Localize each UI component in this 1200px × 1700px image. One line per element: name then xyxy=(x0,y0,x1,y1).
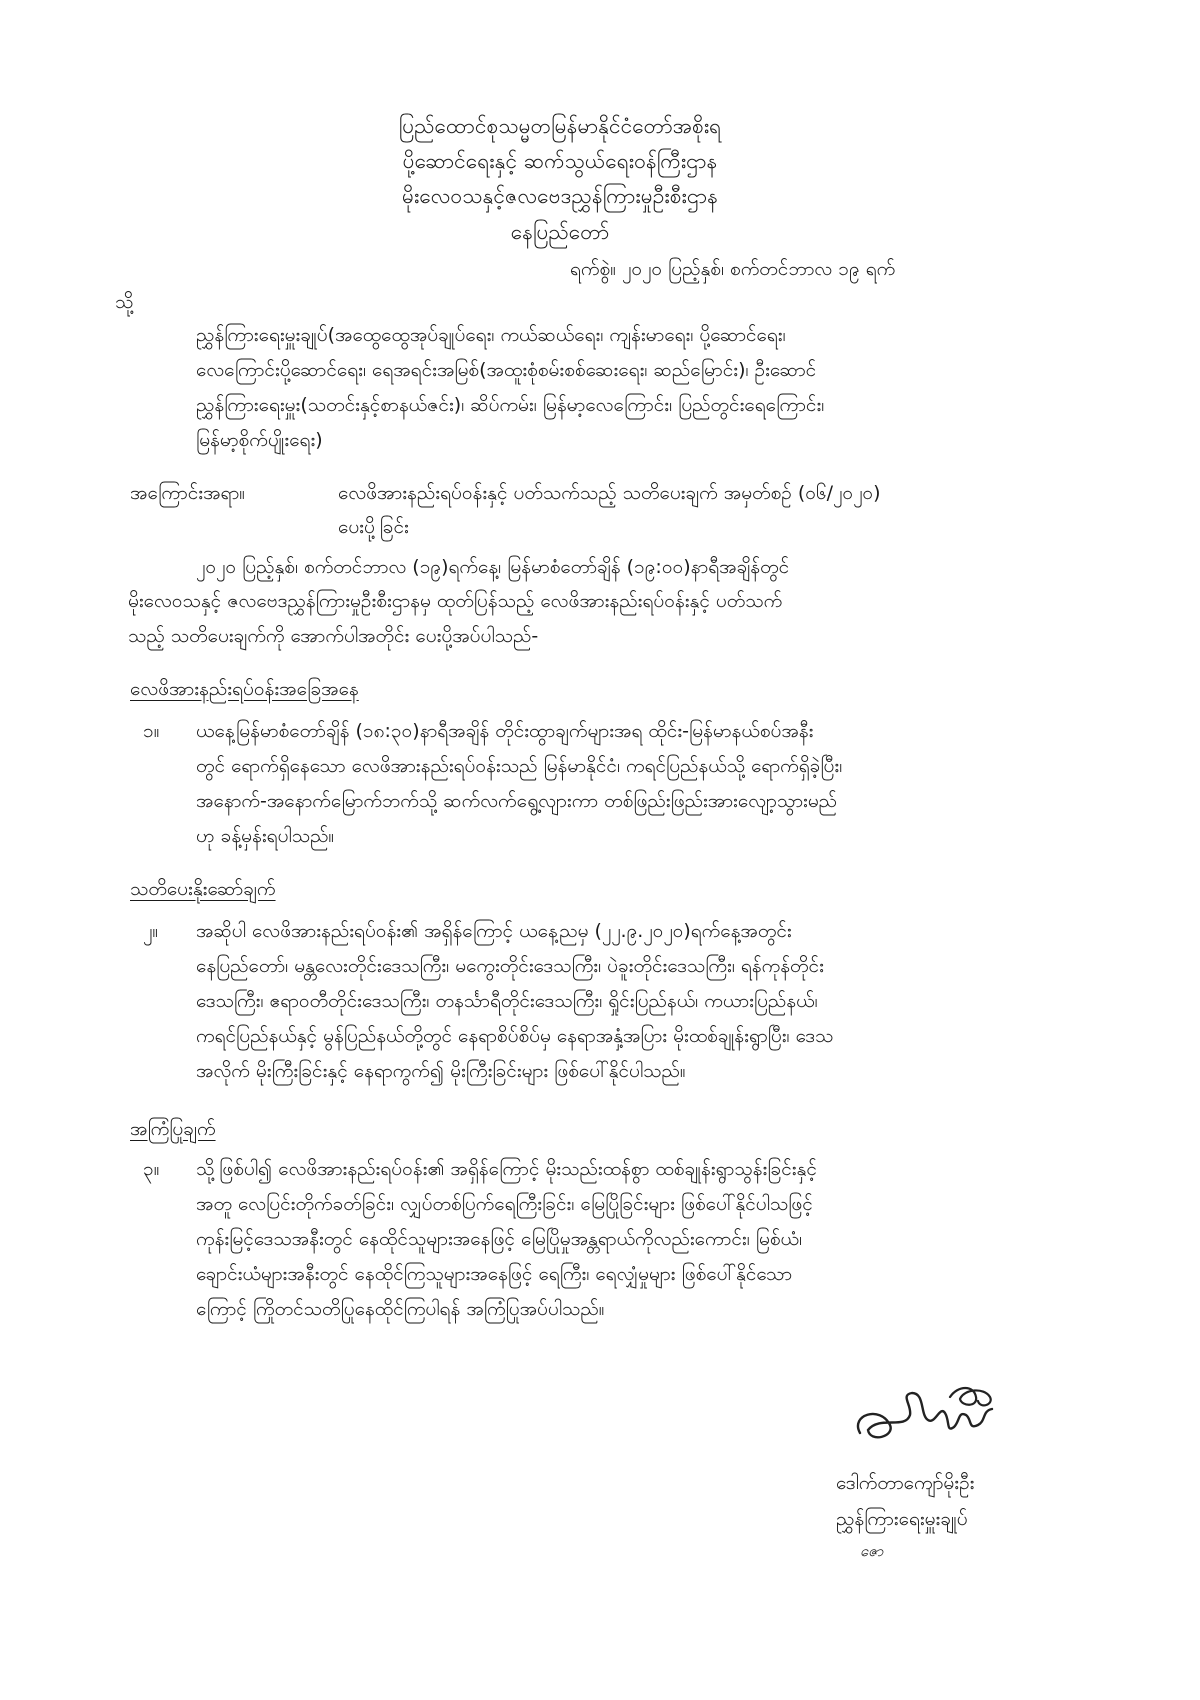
section-line: ကြောင့် ကြိုတင်သတိပြုနေထိုင်ကြပါရန် အကြံပြုအပ်ပါသည်။ xyxy=(196,1298,605,1320)
signature-initial: ဇော xyxy=(860,1542,884,1560)
recipient-line: ညွှန်ကြားရေးမှူးချုပ်(အထွေထွေအုပ်ချုပ်ရေး၊ ကယ်ဆယ်ရေး၊ ကျန်းမာရေး၊ ပို့ဆောင်ရေး၊ xyxy=(196,324,786,346)
section-line: ဒေသကြီး၊ ဧရာဝတီတိုင်းဒေသကြီး၊ တနင်္သာရီတိုင်းဒေသကြီး၊ ရှိုင်းပြည်နယ်၊ ကယားပြည်နယ်၊ xyxy=(196,990,818,1012)
section-line: တွင် ရောက်ရှိနေသော လေဖိအားနည်းရပ်ဝန်းသည် မြန်မာနိုင်ငံ၊ ကရင်ပြည်နယ်သို့ ရောက်ရှိခဲ့ပြီး၊ xyxy=(196,755,843,777)
signatory-title: ညွှန်ကြားရေးမှူးချုပ် xyxy=(836,1508,968,1530)
recipient-line: မြန်မာ့စိုက်ပျိုးရေး) xyxy=(196,429,323,451)
section-line: သို့ဖြစ်ပါ၍ လေဖိအားနည်းရပ်ဝန်း၏ အရှိန်ကြောင့် မိုးသည်းထန်စွာ ထစ်ချုန်းရွာသွန်းခြင်းနှင့် xyxy=(196,1158,817,1180)
section-line: အဆိုပါ လေဖိအားနည်းရပ်ဝန်း၏ အရှိန်ကြောင့် ယနေ့ညမှ (၂၂.၉.၂၀၂၀)ရက်နေ့အတွင်း xyxy=(196,920,792,942)
intro-line: သည့် သတိပေးချက်ကို အောက်ပါအတိုင်း ပေးပို့အပ်ပါသည်- xyxy=(128,625,539,647)
section-number: ၂။ xyxy=(143,920,159,942)
government-name: ပြည်ထောင်စုသမ္မတမြန်မာနိုင်ငံတော်အစိုးရ xyxy=(398,114,722,138)
section-number: ၃။ xyxy=(143,1158,160,1180)
section-line: ကရင်ပြည်နယ်နှင့် မွန်ပြည်နယ်တို့တွင် နေရာစိပ်စိပ်မှ နေရာအနှံ့အပြား မိုးထစ်ချုန်းရွာပြီး၊ ဒေသ xyxy=(196,1025,834,1047)
to-label: သို့ xyxy=(115,291,134,313)
subject-line: လေဖိအားနည်းရပ်ဝန်းနှင့် ပတ်သက်သည့် သတိပေးချက် အမှတ်စဉ် (၀၆/၂၀၂၀) xyxy=(338,482,881,504)
section-line: ဟု ခန့်မှန်းရပါသည်။ xyxy=(196,825,335,847)
handwritten-signature xyxy=(850,1375,1010,1455)
section-heading: အကြံပြုချက် xyxy=(130,1118,216,1140)
recipient-line: ညွှန်ကြားရေးမှူး(သတင်းနှင့်စာနယ်ဇင်း)၊ ဆိပ်ကမ်း၊ မြန်မာ့လေကြောင်း၊ ပြည်တွင်းရေကြောင်း၊ xyxy=(196,394,825,416)
section-heading: လေဖိအားနည်းရပ်ဝန်းအခြေအနေ xyxy=(130,678,359,700)
subject-line: ပေးပို့ခြင်း xyxy=(338,516,409,538)
section-line: အနောက်-အနောက်မြောက်ဘက်သို့ ဆက်လက်ရွေ့လျားကာ တစ်ဖြည်းဖြည်းအားလျော့သွားမည် xyxy=(196,790,838,812)
intro-line: ၂၀၂၀ ပြည့်နှစ်၊ စက်တင်ဘာလ (၁၉)ရက်နေ့၊ မြန်မာစံတော်ချိန် (၁၉:၀၀)နာရီအချိန်တွင် xyxy=(196,556,790,578)
section-number: ၁။ xyxy=(143,720,160,742)
section-line: နေပြည်တော်၊ မန္တလေးတိုင်းဒေသကြီး၊ မကွေးတိုင်းဒေသကြီး၊ ပဲခူးတိုင်းဒေသကြီး၊ ရန်ကုန်တိုင်း xyxy=(196,955,824,977)
location: နေပြည်တော် xyxy=(510,220,610,244)
recipient-line: လေကြောင်းပို့ဆောင်ရေး၊ ရေအရင်းအမြစ်(အထူးစုံစမ်းစစ်ဆေးရေး၊ ဆည်မြောင်း)၊ ဦးဆောင် xyxy=(196,359,817,381)
intro-line: မိုးလေဝသနှင့် ဇလဗေဒညွှန်ကြားမှုဦးစီးဌာနမှ ထုတ်ပြန်သည့် လေဖိအားနည်းရပ်ဝန်းနှင့် ပတ်သက် xyxy=(128,590,783,612)
signatory-name: ဒေါက်တာကျော်မိုးဦး xyxy=(836,1472,975,1494)
department-name: မိုးလေဝသနှင့်ဇလဗေဒညွှန်ကြားမှုဦးစီးဌာန xyxy=(401,184,719,208)
section-line: အတူ လေပြင်းတိုက်ခတ်ခြင်း၊ လျှပ်တစ်ပြက်ရေကြီးခြင်း၊ မြေပြိုခြင်းများ ဖြစ်ပေါ်နိုင်ပါသဖြင့် xyxy=(196,1193,813,1215)
section-line: ချောင်းယံများအနီးတွင် နေထိုင်ကြသူများအနေဖြင့် ရေကြီး၊ ရေလျှံမှုများ ဖြစ်ပေါ်နိုင်သော xyxy=(196,1263,793,1285)
section-heading: သတိပေးနိုးဆော်ချက် xyxy=(130,878,276,900)
section-line: ကုန်းမြင့်ဒေသအနီးတွင် နေထိုင်သူများအနေဖြင့် မြေပြိုမှုအန္တရာယ်ကိုလည်းကောင်း၊ မြစ်ယံ၊ xyxy=(196,1228,802,1250)
section-line: ယနေ့မြန်မာစံတော်ချိန် (၁၈:၃၀)နာရီအချိန် တိုင်းထွာချက်များအရ ထိုင်း-မြန်မာနယ်စပ်အနီး xyxy=(196,720,814,742)
ministry-name: ပို့ဆောင်ရေးနှင့် ဆက်သွယ်ရေးဝန်ကြီးဌာန xyxy=(402,149,718,173)
document-date: ရက်စွဲ။ ၂၀၂၀ ပြည့်နှစ်၊ စက်တင်ဘာလ ၁၉ ရက် xyxy=(570,258,896,280)
subject-label: အကြောင်းအရာ။ xyxy=(130,482,246,504)
section-line: အလိုက် မိုးကြီးခြင်းနှင့် နေရာကွက်၍ မိုးကြီးခြင်းများ ဖြစ်ပေါ်နိုင်ပါသည်။ xyxy=(196,1060,686,1082)
